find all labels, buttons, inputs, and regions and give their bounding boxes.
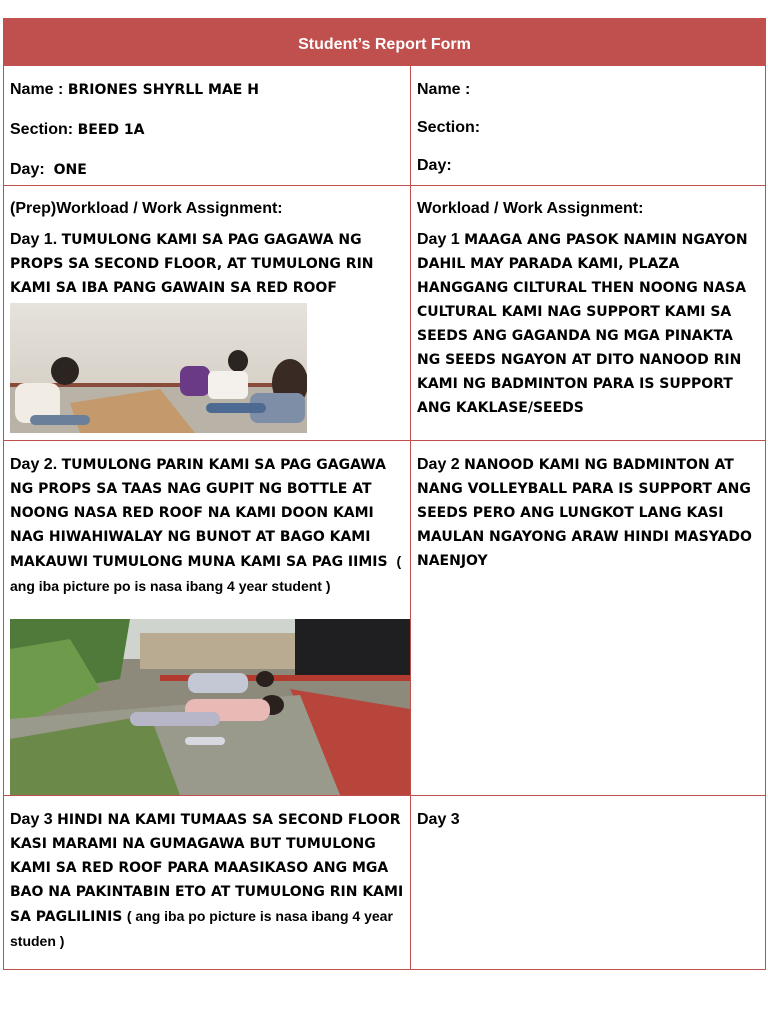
day1-left-cell — [4, 186, 411, 441]
day1-text: TUMULONG KAMI SA PAG GAGAWA NG PROPS SA SECOND FLOOR, AT TUMULONG RIN KAMI SA IBA PANG GAWAIN SA RED ROOF — [10, 232, 374, 296]
day3-right-cell — [411, 796, 766, 970]
name-value: BRIONES SHYRLL MAE H — [67, 82, 259, 98]
day2-photo — [10, 619, 410, 795]
day-value: ONE — [53, 162, 87, 178]
day2-label-right: Day 2 — [417, 456, 460, 473]
day3-left-cell — [4, 796, 411, 970]
day1-label: Day 1. — [10, 231, 58, 248]
prep-workload-title: (Prep)Workload / Work Assignment: — [10, 200, 283, 217]
day-label-right: Day: — [417, 157, 452, 174]
form-header — [4, 19, 766, 66]
info-right-cell — [411, 66, 766, 186]
day1-photo — [10, 303, 307, 433]
day2-left-cell — [4, 441, 411, 796]
day1-text-right: MAAGA ANG PASOK NAMIN NGAYON DAHIL MAY PARADA KAMI, PLAZA HANGGANG CILTURAL THEN NOONG NASA CULTURAL KAMI NAG SUPPORT KAMI SA SEEDS ANG GAGANDA NG MGA PINAKTA NG SEEDS NGAYON AT DITO NANOOD RIN KAMI NG BADMINTON PARA IS SUPPORT ANG KAKLASE/SEEDS — [417, 232, 748, 416]
workload-title: Workload / Work Assignment: — [417, 200, 644, 217]
day3-text: HINDI NA KAMI TUMAAS SA SECOND FLOOR KASI MARAMI NA GUMAGAWA BUT TUMULONG KAMI SA RED ROOF PARA MAASIKASO ANG MGA BAO NA PAKINTABIN ETO AT TUMULONG RIN KAMI SA PAGLILINIS — [10, 812, 404, 925]
form-title: Student’s Report Form — [298, 36, 471, 53]
info-left-cell — [4, 66, 411, 186]
day1-right-cell — [411, 186, 766, 441]
day2-text-right: NANOOD KAMI NG BADMINTON AT NANG VOLLEYBALL PARA IS SUPPORT ANG SEEDS PERO ANG LUNGKOT LANG KASI MAULAN NGAYONG ARAW HINDI MASYADO NAENJOY — [417, 457, 752, 569]
day2-label: Day 2. — [10, 456, 58, 473]
name-label: Name : — [10, 81, 64, 98]
day3-note: ( ang iba po picture is nasa ibang 4 year studen ) — [10, 908, 393, 949]
section-label-right: Section: — [417, 119, 481, 136]
section-label: Section: — [10, 121, 74, 138]
day1-label-right: Day 1 — [417, 231, 460, 248]
day3-label: Day 3 — [10, 811, 53, 828]
day3-label-right: Day 3 — [417, 811, 460, 828]
day-label: Day: — [10, 161, 45, 178]
day2-note: ( ang iba picture po is nasa ibang 4 year student ) — [10, 553, 402, 594]
section-value: BEED 1A — [77, 122, 145, 138]
student-report-form — [3, 18, 766, 970]
day2-right-cell — [411, 441, 766, 796]
day2-text: TUMULONG PARIN KAMI SA PAG GAGAWA NG PROPS SA TAAS NAG GUPIT NG BOTTLE AT NOONG NASA RED ROOF NA KAMI DOON KAMI NAG HIWAHIWALAY NG BUNOT AT BAGO KAMI MAKAUWI TUMULONG MUNA KAMI SA PAG IIMIS — [10, 457, 388, 570]
name-label-right: Name : — [417, 81, 471, 98]
